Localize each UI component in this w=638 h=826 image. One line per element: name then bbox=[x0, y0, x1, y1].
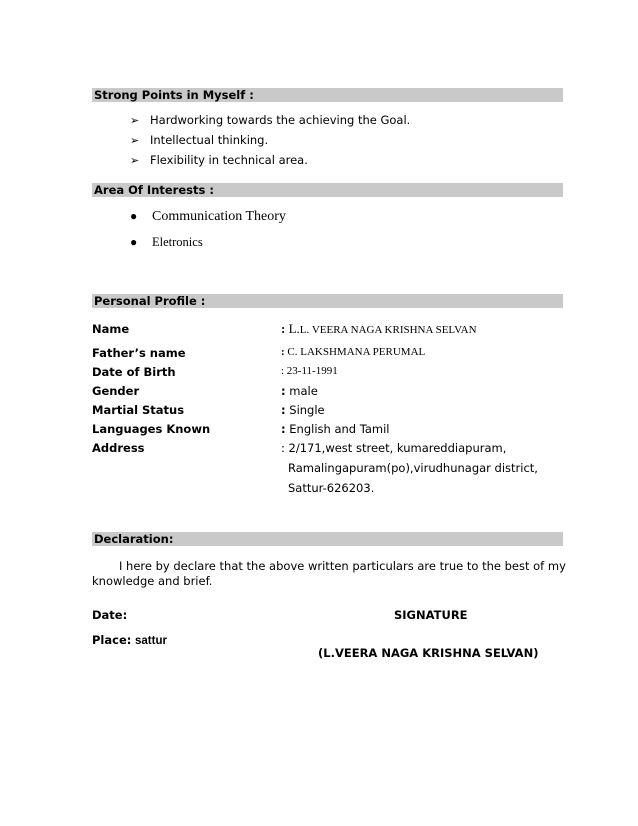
gender-label: Gender bbox=[92, 384, 140, 398]
list-item: ● Communication Theory bbox=[130, 209, 286, 224]
address-line-3: Sattur-626203. bbox=[288, 481, 375, 495]
interests-heading: Area Of Interests : bbox=[92, 183, 563, 197]
bullet-icon: ● bbox=[130, 209, 138, 223]
languages-label: Languages Known bbox=[92, 422, 211, 436]
bullet-icon: ● bbox=[130, 235, 138, 249]
gender-value: : male bbox=[281, 384, 318, 398]
dob-value: : 23-11-1991 bbox=[281, 365, 338, 377]
arrow-bullet-icon: ➢ bbox=[130, 134, 140, 147]
declaration-text-line-2: knowledge and brief. bbox=[92, 574, 213, 588]
address-line-2: Ramalingapuram(po),virudhunagar district, bbox=[288, 461, 538, 475]
signature-label: SIGNATURE bbox=[394, 608, 468, 622]
place-line bbox=[92, 633, 167, 647]
place-value: sattur bbox=[135, 635, 167, 647]
dob-label: Date of Birth bbox=[92, 365, 176, 379]
list-item: ● Eletronics bbox=[130, 235, 203, 249]
name-value: : L.L. VEERA NAGA KRISHNA SELVAN bbox=[281, 321, 477, 336]
date-label: Date: bbox=[92, 608, 128, 622]
profile-heading: Personal Profile : bbox=[92, 294, 563, 308]
address-line-1: : 2/171,west street, kumareddiapuram, bbox=[281, 441, 507, 455]
father-label: Father’s name bbox=[92, 346, 186, 360]
strengths-heading: Strong Points in Myself : bbox=[92, 88, 563, 102]
languages-value: : English and Tamil bbox=[281, 422, 390, 436]
father-value: : C. LAKSHMANA PERUMAL bbox=[281, 346, 426, 358]
arrow-bullet-icon: ➢ bbox=[130, 114, 140, 127]
marital-value: : Single bbox=[281, 403, 325, 417]
list-item: ➢ Hardworking towards the achieving the Goal. bbox=[130, 113, 411, 127]
place-label: Place: bbox=[92, 633, 132, 647]
marital-label: Martial Status bbox=[92, 403, 185, 417]
list-item: ➢ Flexibility in technical area. bbox=[130, 153, 308, 167]
declaration-heading: Declaration: bbox=[92, 532, 563, 546]
name-label: Name bbox=[92, 322, 130, 336]
signatory-name: (L.VEERA NAGA KRISHNA SELVAN) bbox=[318, 646, 539, 660]
arrow-bullet-icon: ➢ bbox=[130, 154, 140, 167]
list-item: ➢ Intellectual thinking. bbox=[130, 133, 269, 147]
declaration-text-line-1: I here by declare that the above written particulars are true to the best of my bbox=[119, 559, 566, 573]
address-label: Address bbox=[92, 441, 145, 455]
